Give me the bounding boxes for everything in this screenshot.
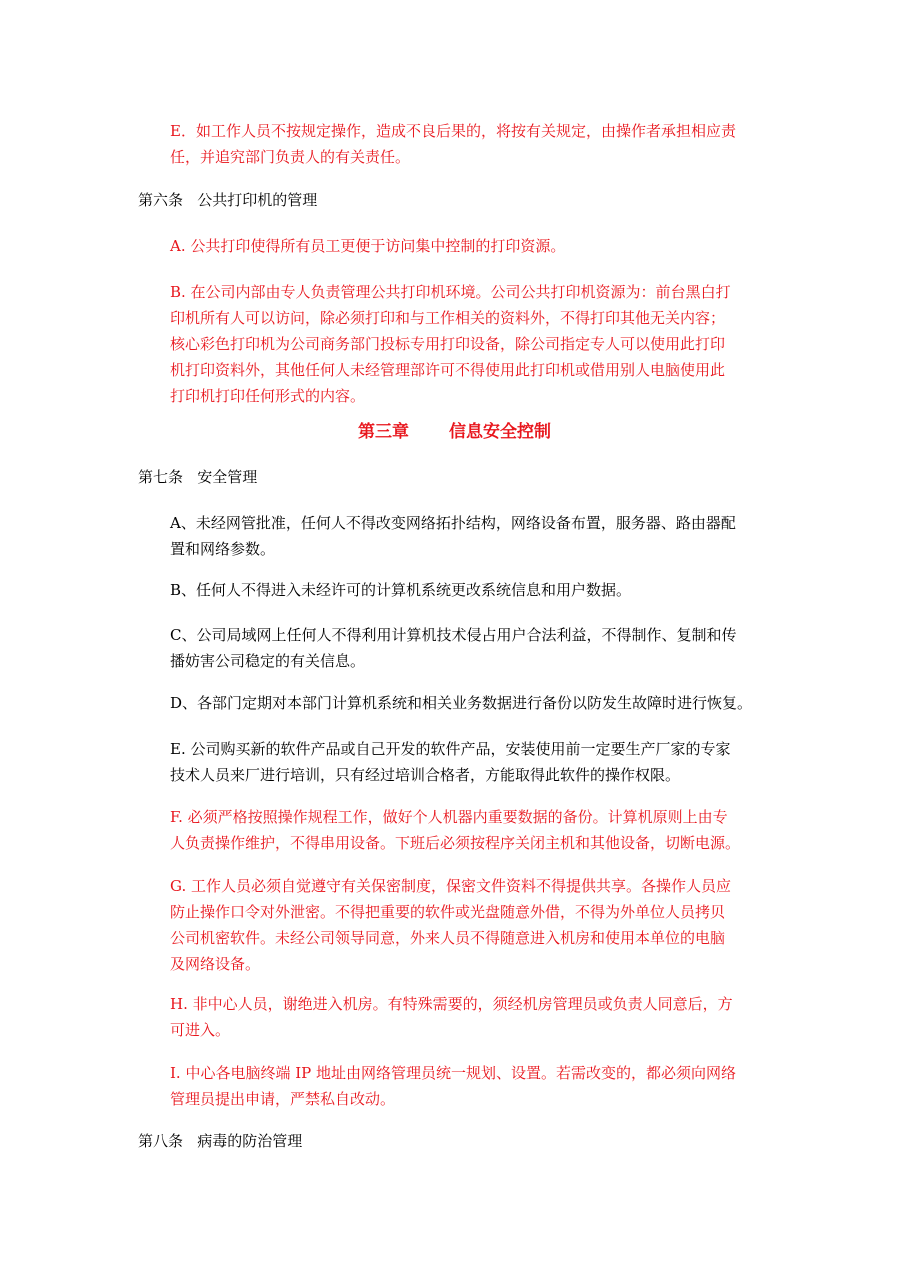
text-line: E. 公司购买新的软件产品或自己开发的软件产品，安装使用前一定要生产厂家的专家 <box>170 740 731 758</box>
text-line: H. 非中心人员，谢绝进入机房。有特殊需要的，须经机房管理员或负责人同意后，方 <box>170 995 733 1013</box>
art7-item-b <box>170 577 810 603</box>
chapter-title: 信息安全控制 <box>449 422 551 442</box>
text-line: 技术人员来厂进行培训，只有经过培训合格者，方能取得此软件的操作权限。 <box>170 766 681 784</box>
text-line: 管理员提出申请，严禁私自改动。 <box>170 1090 396 1108</box>
text-line: 机打印资料外，其他任何人未经管理部许可不得使用此打印机或借用别人电脑使用此 <box>170 361 726 379</box>
text-line: A. 公共打印使得所有员工更便于访问集中控制的打印资源。 <box>170 237 566 255</box>
text-line: 可进入。 <box>170 1021 231 1039</box>
art7-item-a <box>170 510 810 562</box>
text-line: 人负责操作维护，不得串用设备。下班后必须按程序关闭主机和其他设备，切断电源。 <box>170 834 741 852</box>
art7-item-e <box>170 736 810 788</box>
art7-item-g <box>170 873 810 977</box>
art7-item-d <box>170 690 810 716</box>
text-line: 防止操作口令对外泄密。不得把重要的软件或光盘随意外借，不得为外单位人员拷贝 <box>170 903 726 921</box>
text-line: B、任何人不得进入未经许可的计算机系统更改系统信息和用户数据。 <box>170 581 632 599</box>
chapter-heading <box>0 419 909 445</box>
text-line: 播妨害公司稳定的有关信息。 <box>170 652 366 670</box>
text-line: 任，并追究部门负责人的有关责任。 <box>170 148 411 166</box>
article-8-heading: 第八条 病毒的防治管理 <box>138 1132 303 1150</box>
text-line: G. 工作人员必须自觉遵守有关保密制度，保密文件资料不得提供共享。各操作人员应 <box>170 877 731 895</box>
text-line: 置和网络参数。 <box>170 540 276 558</box>
text-line: 核心彩色打印机为公司商务部门投标专用打印设备，除公司指定专人可以使用此打印 <box>170 335 726 353</box>
art7-item-c <box>170 622 810 674</box>
chapter-number: 第三章 <box>358 422 409 442</box>
text-line: 及网络设备。 <box>170 955 261 973</box>
text-line: E．如工作人员不按规定操作，造成不良后果的，将按有关规定，由操作者承担相应责 <box>170 122 736 140</box>
article-6-heading: 第六条 公共打印机的管理 <box>138 191 318 209</box>
text-line: I. 中心各电脑终端 IP 地址由网络管理员统一规划、设置。若需改变的，都必须向网络 <box>170 1064 737 1082</box>
text-line: F. 必须严格按照操作规程工作，做好个人机器内重要数据的备份。计算机原则上由专 <box>170 808 728 826</box>
text-line: 打印机打印任何形式的内容。 <box>170 387 366 405</box>
art7-item-h <box>170 991 810 1043</box>
art7-item-i <box>170 1060 810 1112</box>
text-line: B. 在公司内部由专人负责管理公共打印机环境。公司公共打印机资源为：前台黑白打 <box>170 283 731 301</box>
text-line: A、未经网管批准，任何人不得改变网络拓扑结构，网络设备布置，服务器、路由器配 <box>170 514 736 532</box>
text-line: C、公司局域网上任何人不得利用计算机技术侵占用户合法利益，不得制作、复制和传 <box>170 626 737 644</box>
art7-item-f <box>170 804 810 856</box>
text-line: 公司机密软件。未经公司领导同意，外来人员不得随意进入机房和使用本单位的电脑 <box>170 929 726 947</box>
art6-item-a <box>170 233 810 259</box>
text-line: D、各部门定期对本部门计算机系统和相关业务数据进行备份以防发生故障时进行恢复。 <box>170 694 753 712</box>
text-line: 印机所有人可以访问，除必须打印和与工作相关的资料外，不得打印其他无关内容； <box>170 309 726 327</box>
article-7-heading: 第七条 安全管理 <box>138 468 258 486</box>
art6-item-b <box>170 279 810 409</box>
art5-item-e <box>170 118 810 170</box>
